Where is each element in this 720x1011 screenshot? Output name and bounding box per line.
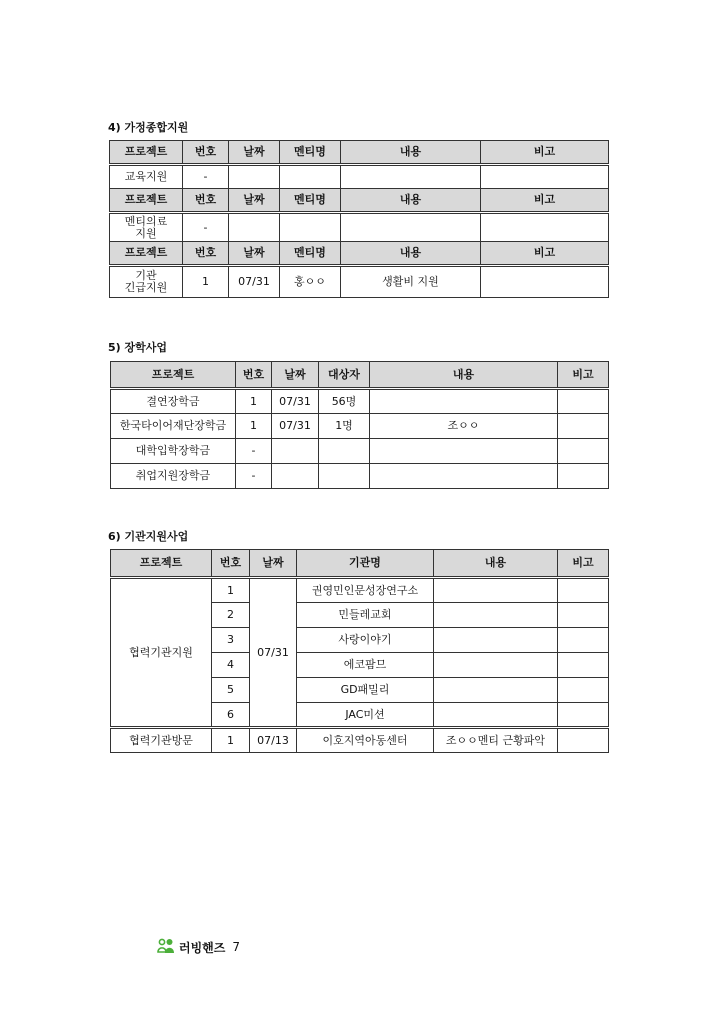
- content-cell: 조ㅇㅇ: [370, 414, 558, 439]
- date-cell: [229, 213, 280, 242]
- page-footer: [157, 937, 240, 957]
- num-cell: 1: [212, 728, 250, 753]
- target-cell: [319, 439, 370, 464]
- project-cell: 대학입학장학금: [111, 439, 236, 464]
- project-cell: 교육지원: [110, 165, 183, 189]
- num-cell: 5: [212, 678, 250, 703]
- project-cell: 한국타이어재단장학금: [111, 414, 236, 439]
- section-4-title: 4) 가정종합지원: [108, 121, 189, 134]
- header-cell: 내용: [341, 141, 481, 165]
- header-cell: 멘티명: [280, 242, 341, 266]
- header-cell: 프로젝트: [111, 550, 212, 578]
- org-cell: 이호지역아동센터: [297, 728, 434, 753]
- num-cell: 1: [212, 578, 250, 603]
- header-cell: 프로젝트: [110, 189, 183, 213]
- date-cell: 07/31: [229, 266, 280, 298]
- org-cell: 민들레교회: [297, 603, 434, 628]
- date-cell: [229, 165, 280, 189]
- content-cell: [370, 389, 558, 414]
- note-cell: [558, 728, 609, 753]
- note-cell: [481, 266, 609, 298]
- project-cell: 기관 긴급지원: [110, 266, 183, 298]
- date-cell: 07/31: [272, 389, 319, 414]
- note-cell: [558, 389, 609, 414]
- note-cell: [481, 213, 609, 242]
- mentee-cell: [280, 213, 341, 242]
- header-cell: 날짜: [229, 141, 280, 165]
- project-cell: 협력기관방문: [111, 728, 212, 753]
- num-cell: 1: [236, 389, 272, 414]
- org-cell: 권영민인문성장연구소: [297, 578, 434, 603]
- section-6-table: [110, 549, 609, 753]
- mentee-cell: [280, 165, 341, 189]
- header-cell: 내용: [341, 242, 481, 266]
- header-cell: 번호: [236, 362, 272, 389]
- header-cell: 날짜: [272, 362, 319, 389]
- people-icon: [157, 938, 175, 957]
- header-row: [111, 550, 609, 578]
- num-cell: 1: [183, 266, 229, 298]
- header-cell: 날짜: [229, 242, 280, 266]
- note-cell: [558, 578, 609, 603]
- section-5-table: [110, 361, 609, 489]
- target-cell: 1명: [319, 414, 370, 439]
- header-cell: 프로젝트: [111, 362, 236, 389]
- project-cell: 결연장학금: [111, 389, 236, 414]
- header-cell: 날짜: [250, 550, 297, 578]
- content-cell: [434, 703, 558, 728]
- num-cell: 4: [212, 653, 250, 678]
- table-row: [110, 165, 609, 189]
- org-cell: JAC미션: [297, 703, 434, 728]
- num-cell: 3: [212, 628, 250, 653]
- table-row: [110, 266, 609, 298]
- content-cell: [370, 464, 558, 489]
- date-cell: [272, 464, 319, 489]
- header-cell: 비고: [481, 141, 609, 165]
- content-cell: [434, 628, 558, 653]
- num-cell: 2: [212, 603, 250, 628]
- section-4-table: [109, 140, 609, 298]
- num-cell: -: [236, 439, 272, 464]
- header-row: [110, 141, 609, 165]
- header-cell: 내용: [370, 362, 558, 389]
- content-cell: [434, 603, 558, 628]
- content-cell: [434, 678, 558, 703]
- header-cell: 번호: [183, 189, 229, 213]
- content-cell: [341, 165, 481, 189]
- note-cell: [558, 678, 609, 703]
- section-5-title: 5) 장학사업: [108, 341, 168, 354]
- page-number: 7: [232, 940, 241, 954]
- content-cell: 조ㅇㅇ멘티 근황파악: [434, 728, 558, 753]
- header-row: [110, 189, 609, 213]
- header-cell: 비고: [481, 189, 609, 213]
- table-row: [111, 578, 609, 603]
- header-cell: 비고: [481, 242, 609, 266]
- date-cell: 07/13: [250, 728, 297, 753]
- project-cell: 협력기관지원: [111, 578, 212, 728]
- content-cell: [434, 578, 558, 603]
- project-cell: 멘티의료 지원: [110, 213, 183, 242]
- header-cell: 번호: [183, 242, 229, 266]
- table-row: [111, 389, 609, 414]
- header-row: [111, 362, 609, 389]
- num-cell: 1: [236, 414, 272, 439]
- header-cell: 멘티명: [280, 189, 341, 213]
- header-row: [110, 242, 609, 266]
- content-cell: [434, 653, 558, 678]
- header-cell: 프로젝트: [110, 141, 183, 165]
- target-cell: 56명: [319, 389, 370, 414]
- note-cell: [481, 165, 609, 189]
- header-cell: 내용: [434, 550, 558, 578]
- header-cell: 비고: [558, 550, 609, 578]
- table-row: [111, 439, 609, 464]
- table-row: [110, 213, 609, 242]
- project-cell: 취업지원장학금: [111, 464, 236, 489]
- note-cell: [558, 703, 609, 728]
- date-cell: 07/31: [250, 578, 297, 728]
- header-cell: 멘티명: [280, 141, 341, 165]
- note-cell: [558, 653, 609, 678]
- org-cell: 사랑이야기: [297, 628, 434, 653]
- table-row: [111, 464, 609, 489]
- mentee-cell: 홍ㅇㅇ: [280, 266, 341, 298]
- header-cell: 프로젝트: [110, 242, 183, 266]
- table-row: [111, 414, 609, 439]
- content-cell: [341, 213, 481, 242]
- org-cell: GD패밀리: [297, 678, 434, 703]
- note-cell: [558, 414, 609, 439]
- header-cell: 번호: [212, 550, 250, 578]
- num-cell: -: [236, 464, 272, 489]
- note-cell: [558, 439, 609, 464]
- header-cell: 대상자: [319, 362, 370, 389]
- header-cell: 번호: [183, 141, 229, 165]
- header-cell: 기관명: [297, 550, 434, 578]
- num-cell: -: [183, 213, 229, 242]
- section-6-title: 6) 기관지원사업: [108, 530, 189, 543]
- content-cell: 생활비 지원: [341, 266, 481, 298]
- header-cell: 내용: [341, 189, 481, 213]
- note-cell: [558, 603, 609, 628]
- org-cell: 에코팜므: [297, 653, 434, 678]
- target-cell: [319, 464, 370, 489]
- header-cell: 비고: [558, 362, 609, 389]
- logo-text: 러빙핸즈: [179, 940, 226, 955]
- header-cell: 날짜: [229, 189, 280, 213]
- content-cell: [370, 439, 558, 464]
- num-cell: -: [183, 165, 229, 189]
- note-cell: [558, 628, 609, 653]
- date-cell: 07/31: [272, 414, 319, 439]
- note-cell: [558, 464, 609, 489]
- table-row: [111, 728, 609, 753]
- date-cell: [272, 439, 319, 464]
- num-cell: 6: [212, 703, 250, 728]
